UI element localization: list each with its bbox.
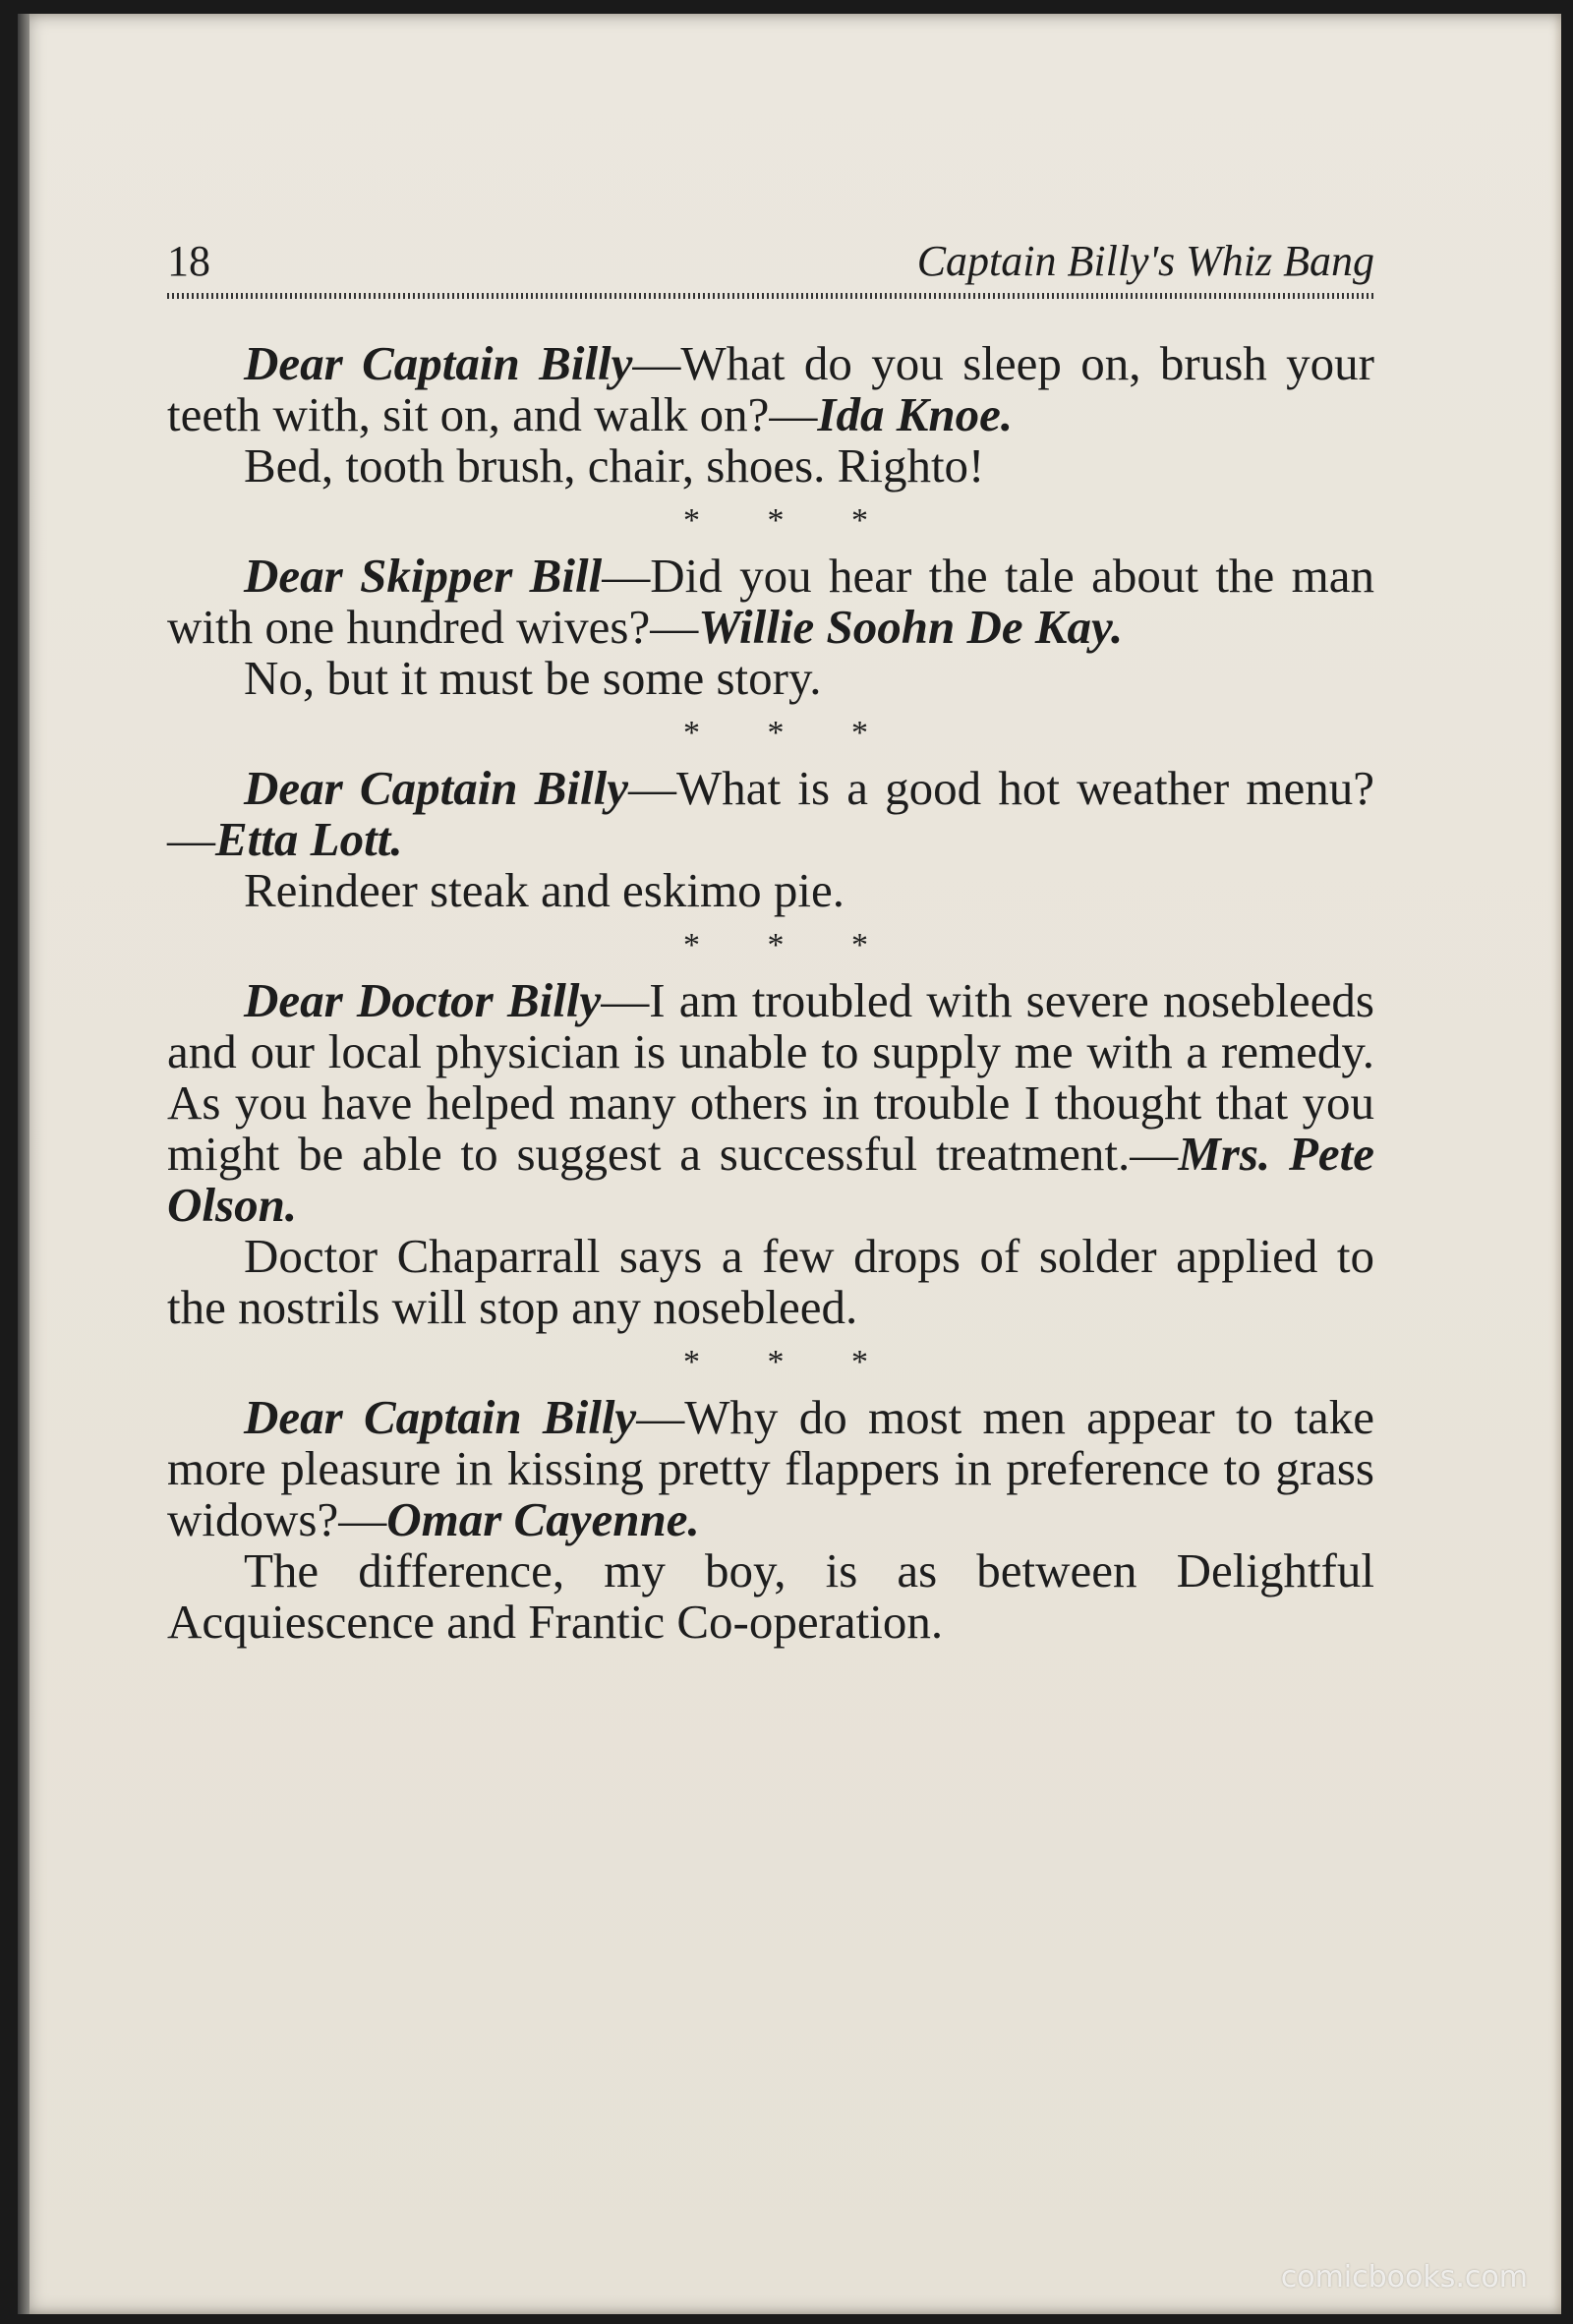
reply-4: Doctor Chaparrall says a few drops of solder applied to the nostrils will stop any nosebleed. <box>167 1229 1374 1334</box>
page-spine-edge <box>18 14 29 2314</box>
reply-3: Reindeer steak and eskimo pie. <box>244 863 845 917</box>
signature: Omar Cayenne. <box>386 1492 700 1546</box>
page-header <box>167 236 1374 295</box>
signature: Willie Soohn De Kay. <box>698 600 1124 654</box>
signature: Etta Lott. <box>215 812 403 866</box>
section-separator: * * * <box>683 927 898 963</box>
salutation: Dear Captain Billy <box>244 336 633 390</box>
salutation: Dear Doctor Billy <box>244 973 602 1027</box>
section-separator: * * * <box>683 1344 898 1380</box>
running-title: Captain Billy's Whiz Bang <box>916 237 1374 285</box>
section-separator: * * * <box>683 502 898 539</box>
reply-1: Bed, tooth brush, chair, shoes. Righto! <box>244 438 985 493</box>
letter-2 <box>167 551 1374 653</box>
letter-3 <box>167 763 1374 865</box>
signature: Mrs. Pete Olson. <box>167 1127 1375 1232</box>
question: —Why do most men appear to take more pleasure in kissing pretty flappers in preference to grass widows?— <box>167 1390 1374 1546</box>
reply-2: No, but it must be some story. <box>244 651 822 705</box>
salutation: Dear Captain Billy <box>244 761 629 815</box>
header-rule <box>167 293 1374 299</box>
salutation: Dear Captain Billy <box>244 1390 637 1444</box>
question: —I am troubled with severe nosebleeds and our local physician is unable to supply me with a remedy. As you have helped many others in trouble I thought that you might be able to suggest a successful treatment.— <box>167 973 1374 1181</box>
signature: Ida Knoe. <box>817 387 1014 441</box>
question: —What do you sleep on, brush your teeth with, sit on, and walk on?— <box>167 336 1374 441</box>
section-separator: * * * <box>683 715 898 751</box>
reply-5: The difference, my boy, is as between Delightful Acquiescence and Frantic Co-operation. <box>167 1543 1374 1649</box>
book-page <box>18 14 1561 2314</box>
question: —What is a good hot weather menu?— <box>167 761 1374 866</box>
letter-4 <box>167 975 1374 1231</box>
salutation: Dear Skipper Bill <box>244 549 603 603</box>
letter-5 <box>167 1392 1374 1545</box>
page-number: 18 <box>167 237 210 285</box>
question: —Did you hear the tale about the man with one hundred wives?— <box>167 549 1374 654</box>
letter-1 <box>167 338 1374 440</box>
page-body <box>167 338 1374 1648</box>
watermark: comicbooks.com <box>1280 2260 1528 2295</box>
